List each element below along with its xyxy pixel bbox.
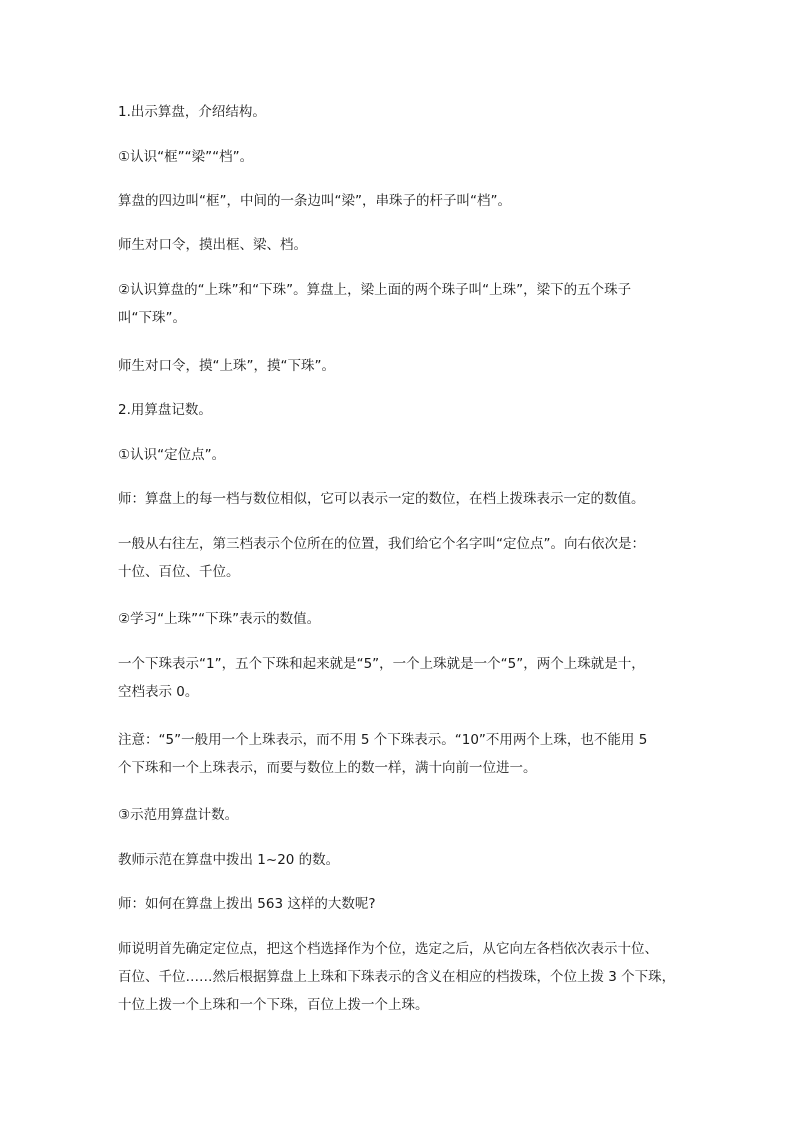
text-line: ①认识“框”“梁”“档”。	[118, 149, 254, 165]
text-line: 2.用算盘记数。	[118, 402, 212, 418]
text-line: 一般从右往左，第三档表示个位所在的位置，我们给它个名字叫“定位点”。向右依次是：	[118, 536, 645, 552]
text-line: 1.出示算盘，介绍结构。	[118, 104, 266, 120]
text-line: ③示范用算盘计数。	[118, 807, 239, 823]
text-line: 个下珠和一个上珠表示，而要与数位上的数一样，满十向前一位进一。	[118, 760, 537, 776]
text-line: 教师示范在算盘中拨出 1~20 的数。	[118, 852, 340, 868]
text-line: 空档表示 0。	[118, 684, 199, 700]
text-line: 十位上拨一个上珠和一个下珠，百位上拨一个上珠。	[118, 997, 429, 1013]
text-line: 一个下珠表示“1”，五个下珠和起来就是“5”，一个上珠就是一个“5”，两个上珠就是十，	[118, 656, 645, 672]
paragraph-teacher-student-activity	[118, 231, 678, 259]
text-line: ①认识“定位点”。	[118, 447, 226, 463]
text-line: ②学习“上珠”“下珠”表示的数值。	[118, 611, 321, 627]
text-line: 注意：“5”一般用一个上珠表示，而不用 5 个下珠表示。“10”不用两个上珠，也不能用 5	[118, 732, 648, 748]
paragraph-frame-definition	[118, 187, 678, 215]
paragraph-touch-beads-activity	[118, 352, 678, 380]
text-line: 师生对口令，摸“上珠”，摸“下珠”。	[118, 358, 335, 374]
paragraph-subheading-anchor-point	[118, 441, 678, 469]
paragraph-note	[118, 726, 678, 782]
paragraph-teacher-explanation	[118, 935, 678, 1019]
text-line: 师：算盘上的每一档与数位相似，它可以表示一定的数位，在档上拨珠表示一定的数值。	[118, 491, 645, 507]
paragraph-question	[118, 890, 678, 918]
text-line: 师：如何在算盘上拨出 563 这样的大数呢?	[118, 896, 376, 912]
paragraph-heading-2	[118, 396, 678, 424]
text-line: 算盘的四边叫“框”，中间的一条边叫“梁”，串珠子的杆子叫“档”。	[118, 193, 511, 209]
text-line: 师生对口令，摸出框、梁、档。	[118, 237, 307, 253]
paragraph-bead-values	[118, 650, 678, 706]
paragraph-subheading-bead-values	[118, 605, 678, 633]
text-line: 百位、千位……然后根据算盘上上珠和下珠表示的含义在相应的档拨珠，个位上拨 3 个下珠，	[118, 969, 676, 985]
paragraph-heading-1	[118, 98, 678, 126]
text-line: 师说明首先确定定位点，把这个档选择作为个位，选定之后，从它向左各档依次表示十位、	[118, 941, 658, 957]
text-line: 十位、百位、千位。	[118, 564, 240, 580]
text-line: 叫“下珠”。	[118, 310, 186, 326]
paragraph-subheading-demonstration	[118, 801, 678, 829]
paragraph-subheading-frame-beam-rod	[118, 143, 678, 171]
paragraph-teacher-demo	[118, 846, 678, 874]
paragraph-anchor-point-explanation	[118, 530, 678, 586]
paragraph-teacher-place-value	[118, 485, 678, 513]
paragraph-upper-lower-beads	[118, 276, 678, 332]
text-line: ②认识算盘的“上珠”和“下珠”。算盘上，梁上面的两个珠子叫“上珠”，梁下的五个珠子	[118, 282, 632, 298]
